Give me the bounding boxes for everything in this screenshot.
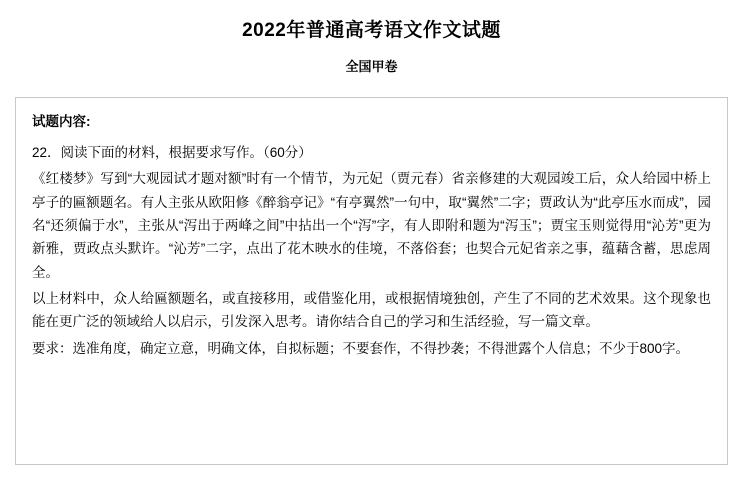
page-subtitle: 全国甲卷 [345, 58, 398, 74]
document-page [0, 18, 743, 479]
section-label: 试题内容: [32, 113, 91, 129]
question-prompt: 22．阅读下面的材料，根据要求写作。（60分） [32, 145, 312, 161]
material-paragraph: 《红楼梦》写到“大观园试才题对额”时有一个情节，为元妃（贾元春）省亲修建的大观园竣工后，众人给园中桥上亭子的匾额题名。有人主张从欧阳修《醉翁亭记》“有亭翼然”一句中，取“翼然”二字；贾政认为“此亭压水而成”，园名“还须偏于水”，主张从“泻出于两峰之间”中拈出一个“泻”字，有人即附和题为“泻玉”；贾宝玉则觉得用“沁芳”更为新雅，贾政点头默许。“沁芳”二字，点出了花木映水的佳境，不落俗套；也契合元妃省亲之事，蕴藉含蓄，思虑周全。 [32, 171, 711, 280]
analysis-paragraph: 以上材料中，众人给匾额题名，或直接移用，或借鉴化用，或根据情境独创，产生了不同的艺术效果。这个现象也能在更广泛的领域给人以启示，引发深入思考。请你结合自己的学习和生活经验，写一篇文章。 [32, 291, 711, 330]
requirements-paragraph: 要求：选准角度，确定立意，明确文体，自拟标题；不要套作，不得抄袭；不得泄露个人信息；不少于800字。 [32, 340, 690, 356]
exam-content-box [15, 97, 728, 465]
page-title: 2022年普通高考语文作文试题 [242, 20, 501, 41]
